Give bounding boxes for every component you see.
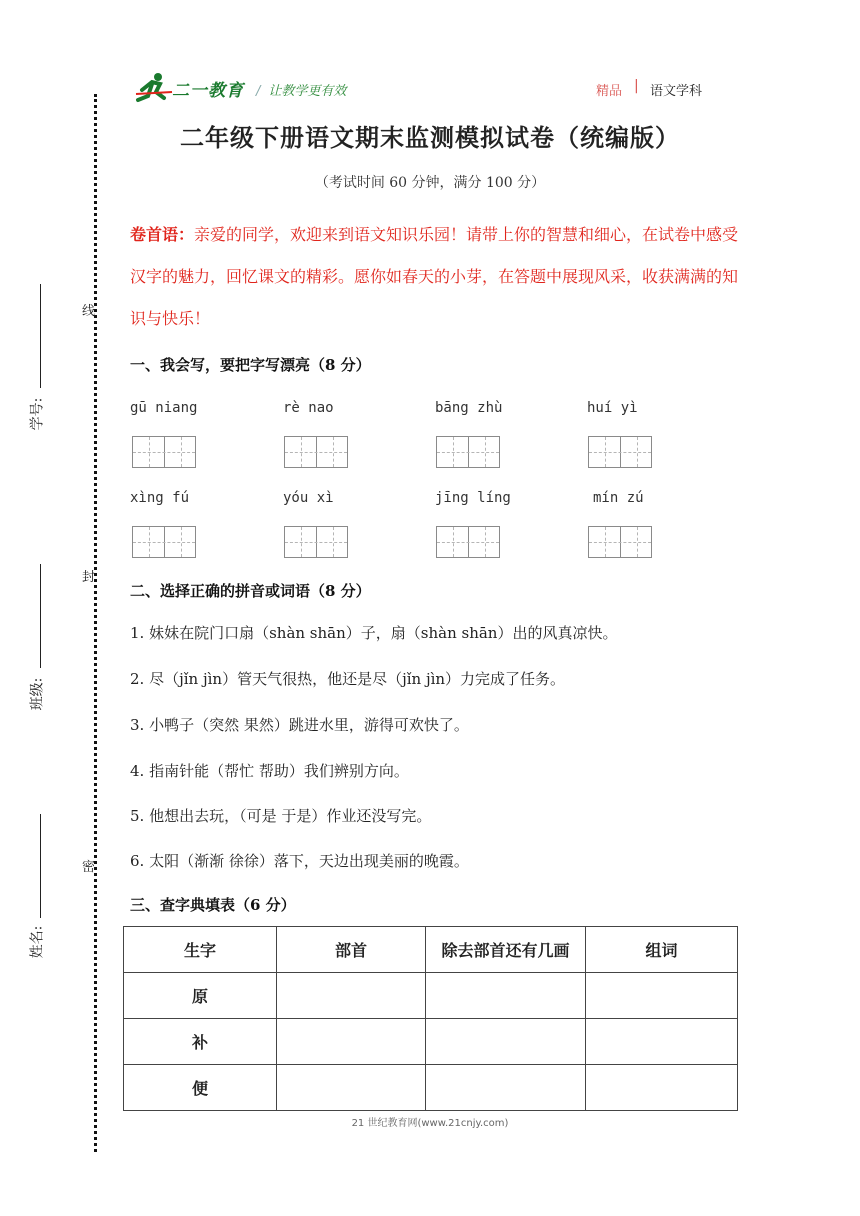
- answer-cell[interactable]: [586, 973, 738, 1019]
- writing-box-6[interactable]: [284, 526, 348, 558]
- answer-cell[interactable]: [277, 1019, 426, 1065]
- binding-char-secret: 密: [82, 860, 96, 875]
- question-5: 5. 他想出去玩，（可是 于是）作业还没写完。: [130, 807, 432, 825]
- section-1-heading: 一、我会写，要把字写漂亮（8 分）: [130, 356, 371, 374]
- name-label: 姓名:: [29, 925, 46, 959]
- student-id-line: [40, 284, 41, 388]
- student-id-label: 学号:: [29, 397, 46, 431]
- col-radical: 部首: [277, 927, 426, 973]
- pinyin-2: rè nao: [283, 400, 334, 416]
- dictionary-table: [123, 926, 738, 1111]
- slogan-separator: /: [256, 84, 261, 99]
- logo-text: 二一教育: [172, 81, 244, 101]
- writing-box-3[interactable]: [436, 436, 500, 468]
- answer-cell[interactable]: [277, 1065, 426, 1111]
- intro-paragraph: [130, 214, 742, 340]
- row-char: 便: [124, 1065, 277, 1111]
- slogan-text: 让教学更有效: [268, 84, 347, 99]
- pinyin-7: jīng líng: [435, 490, 511, 506]
- table-row: [124, 1019, 738, 1065]
- pinyin-8: mín zú: [593, 490, 644, 506]
- tag-separator: |: [634, 78, 639, 94]
- section-2-heading: 二、选择正确的拼音或词语（8 分）: [130, 582, 371, 600]
- writing-box-4[interactable]: [588, 436, 652, 468]
- col-char: 生字: [124, 927, 277, 973]
- pinyin-6: yóu xì: [283, 490, 334, 506]
- writing-box-7[interactable]: [436, 526, 500, 558]
- question-4: 4. 指南针能（帮忙 帮助）我们辨别方向。: [130, 762, 409, 780]
- answer-cell[interactable]: [426, 973, 586, 1019]
- row-char: 补: [124, 1019, 277, 1065]
- pinyin-5: xìng fú: [130, 490, 190, 506]
- class-line: [40, 564, 41, 668]
- table-header-row: [124, 927, 738, 973]
- question-2: 2. 尽（jǐn jìn）管天气很热，他还是尽（jǐn jìn）力完成了任务。: [130, 670, 566, 688]
- col-words: 组词: [586, 927, 738, 973]
- slogan: [256, 80, 346, 99]
- section-3-heading: 三、查字典填表（6 分）: [130, 896, 296, 914]
- binding-char-line: 线: [82, 304, 96, 319]
- page-footer: 21 世纪教育网(www.21cnjy.com): [351, 1118, 509, 1129]
- exam-title: 二年级下册语文期末监测模拟试卷（统编版）: [180, 123, 680, 152]
- pinyin-4: huí yì: [587, 400, 638, 416]
- binding-dotted-line: [94, 94, 97, 1152]
- writing-box-1[interactable]: [132, 436, 196, 468]
- col-strokes: 除去部首还有几画: [426, 927, 586, 973]
- question-3: 3. 小鸭子（突然 果然）跳进水里，游得可欢快了。: [130, 716, 469, 734]
- exam-subtitle: （考试时间 60 分钟，满分 100 分）: [314, 175, 546, 191]
- pinyin-1: gū niang: [130, 400, 198, 416]
- binding-char-seal: 封: [82, 570, 96, 585]
- table-row: [124, 1065, 738, 1111]
- table-row: [124, 973, 738, 1019]
- writing-box-5[interactable]: [132, 526, 196, 558]
- pinyin-3: bāng zhù: [435, 400, 503, 416]
- answer-cell[interactable]: [277, 973, 426, 1019]
- writing-box-8[interactable]: [588, 526, 652, 558]
- name-line: [40, 814, 41, 918]
- tag-quality: 精品: [596, 84, 623, 99]
- answer-cell[interactable]: [586, 1019, 738, 1065]
- answer-cell[interactable]: [586, 1065, 738, 1111]
- intro-body: 亲爱的同学，欢迎来到语文知识乐园！请带上你的智慧和细心，在试卷中感受汉字的魅力，回忆课文的精彩。愿你如春天的小芽，在答题中展现风采，收获满满的知识与快乐！: [130, 225, 739, 328]
- question-1: 1. 妹妹在院门口扇（shàn shān）子，扇（shàn shān）出的风真凉快。: [130, 624, 618, 642]
- row-char: 原: [124, 973, 277, 1019]
- class-label: 班级:: [29, 677, 46, 711]
- intro-heading: 卷首语：: [130, 225, 195, 244]
- tag-subject: 语文学科: [650, 84, 703, 99]
- question-6: 6. 太阳（渐渐 徐徐）落下，天边出现美丽的晚霞。: [130, 852, 469, 870]
- logo-icon: [134, 70, 174, 104]
- answer-cell[interactable]: [426, 1065, 586, 1111]
- answer-cell[interactable]: [426, 1019, 586, 1065]
- writing-box-2[interactable]: [284, 436, 348, 468]
